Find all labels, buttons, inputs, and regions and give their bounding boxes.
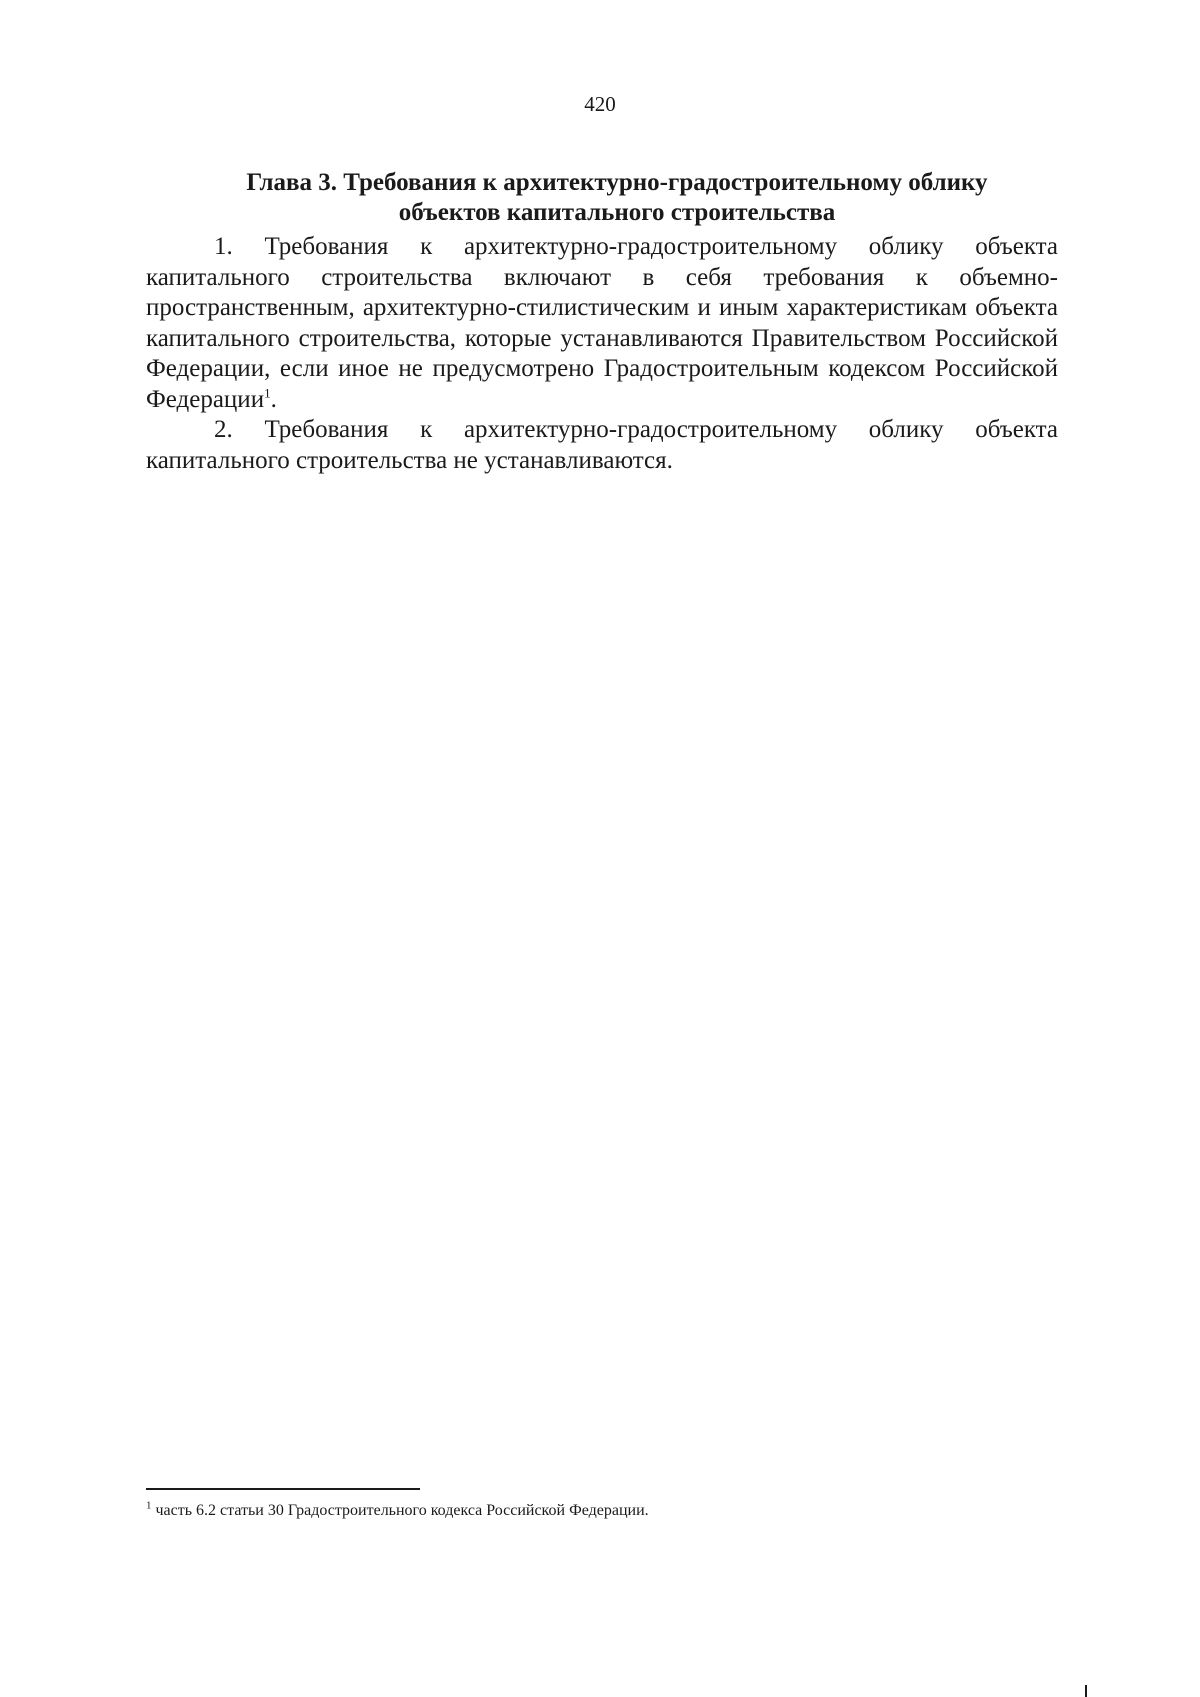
document-body [146, 168, 1058, 476]
paragraph-1 [146, 232, 1058, 415]
footnote-mark: 1 [146, 1499, 152, 1512]
chapter-title-line-2: объектов капитального строительства [398, 199, 836, 226]
page-number: 420 [584, 92, 616, 116]
footnote-divider [146, 1488, 420, 1490]
scan-margin-mark [1085, 1685, 1087, 1697]
chapter-title-line-1: Глава 3. Требования к архитектурно-градостроительному облику [246, 169, 988, 196]
paragraph-1-tail: . [270, 385, 277, 413]
paragraph-1-text: 1. Требования к архитектурно-градостроительному облику объекта капитального строительства включают в себя требования к объемно-пространственным, архитектурно-стилистическим и иным характеристикам объекта капитального строительства, которые устанавливаются Правительством Российской Федерации, если иное не предусмотрено Градостроительным кодексом Российской Федерации [146, 233, 1058, 413]
paragraph-2 [146, 415, 1058, 476]
paragraph-2-text: 2. Требования к архитектурно-градостроительному облику объекта капитального строительства не устанавливаются. [146, 416, 1058, 474]
footnote-text: часть 6.2 статьи 30 Градостроительного кодекса Российской Федерации. [151, 1502, 649, 1519]
footnote-reference: 1 [264, 385, 271, 401]
footnote [146, 1500, 1046, 1522]
chapter-title [146, 168, 1058, 228]
